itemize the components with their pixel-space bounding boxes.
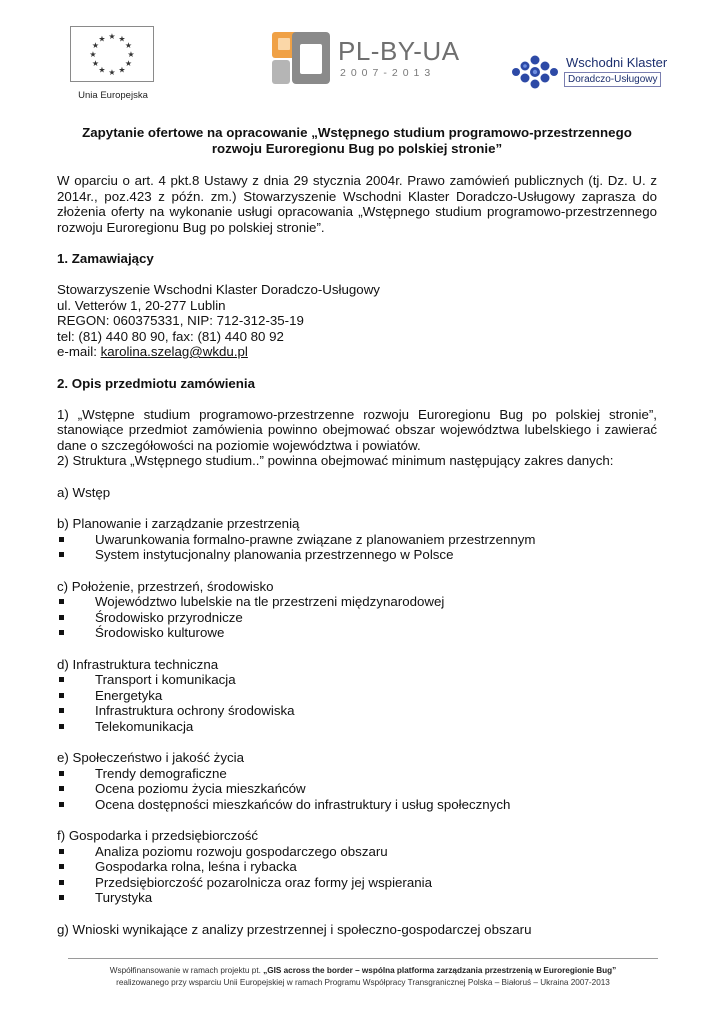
- scope-list-item: Ocena poziomu życia mieszkańców: [57, 781, 657, 797]
- scope-list-item: Telekomunikacja: [57, 719, 657, 735]
- program-logo: [270, 30, 470, 86]
- description-point-1: 1) „Wstępne studium programowo-przestrzenne rozwoju Euroregionu Bug po polskiej stronie”, stanowiące przedmiot zamówienia powinno obejmować obszar województwa lubelskiego i zawierać dane o szczegółowości na poziomie województwa i powiatów.: [57, 406, 657, 453]
- svg-text:★: ★: [118, 34, 126, 44]
- program-logo-title: PL-BY-UA: [338, 36, 460, 66]
- scope-list-item: Województwo lubelskie na tle przestrzeni międzynarodowej: [57, 594, 657, 610]
- footer-divider: [68, 958, 658, 959]
- footer-line2: realizowanego przy wsparciu Unii Europejskiej w ramach Programu Współpracy Transgranicznej Polska – Białoruś – Ukraina 2007-2013: [116, 978, 610, 987]
- org-phone: tel: (81) 440 80 90, fax: (81) 440 80 92: [57, 328, 284, 344]
- org-email-row: [57, 344, 657, 360]
- footer-prefix: Współfinansowanie w ramach projektu pt.: [109, 966, 264, 975]
- scope-group-title: f) Gospodarka i przedsiębiorczość: [57, 828, 259, 843]
- scope-group-title: b) Planowanie i zarządzanie przestrzenią: [57, 516, 300, 531]
- footer-line1: [60, 965, 666, 977]
- svg-text:★: ★: [98, 65, 106, 75]
- org-email-label: e-mail:: [57, 344, 101, 359]
- orderer-address-block: [57, 282, 657, 360]
- svg-text:★: ★: [124, 41, 133, 50]
- org-name: Stowarzyszenie Wschodni Klaster Doradczo-Usługowy: [57, 282, 380, 297]
- scope-group: [57, 579, 657, 641]
- svg-text:★: ★: [118, 65, 126, 75]
- scope-group: [57, 922, 657, 938]
- program-logo-icon: [270, 30, 332, 86]
- scope-item-list: [57, 672, 657, 734]
- document-title: [57, 125, 657, 157]
- scope-list-item: Infrastruktura ochrony środowiska: [57, 703, 657, 719]
- document-body: [57, 125, 657, 953]
- eu-caption: Unia Europejska: [78, 90, 148, 101]
- scope-group: [57, 828, 657, 906]
- eu-flag-icon: [70, 26, 154, 82]
- svg-text:★: ★: [91, 59, 100, 68]
- scope-groups: [57, 485, 657, 938]
- scope-list-item: Środowisko przyrodnicze: [57, 610, 657, 626]
- scope-list-item: Gospodarka rolna, leśna i rybacka: [57, 859, 657, 875]
- scope-list-item: Energetyka: [57, 688, 657, 704]
- scope-list-item: Transport i komunikacja: [57, 672, 657, 688]
- document-title-line2: rozwoju Euroregionu Bug po polskiej stronie”: [211, 141, 503, 156]
- footer-project-name: „GIS across the border – wspólna platforma zarządzania przestrzenią w Euroregionie Bug”: [263, 966, 617, 975]
- scope-group-title: e) Społeczeństwo i jakość życia: [57, 750, 244, 765]
- cluster-logo: [508, 50, 668, 94]
- scope-list-item: Przedsiębiorczość pozarolnicza oraz formy jej wspierania: [57, 875, 657, 891]
- svg-text:★: ★: [91, 41, 100, 50]
- svg-text:★: ★: [124, 59, 133, 68]
- svg-text:★: ★: [108, 32, 116, 41]
- scope-group: [57, 485, 657, 501]
- scope-item-list: [57, 594, 657, 641]
- program-logo-years: 2007-2013: [340, 67, 436, 79]
- description-point-2: 2) Struktura „Wstępnego studium..” powinna obejmować minimum następujący zakres danych:: [57, 453, 614, 468]
- scope-group-title: c) Położenie, przestrzeń, środowisko: [57, 578, 274, 594]
- section-title-orderer: 1. Zamawiający: [57, 251, 154, 266]
- scope-list-item: Ocena dostępności mieszkańców do infrastruktury i usług społecznych: [57, 797, 657, 813]
- cluster-logo-title: Wschodni Klaster: [566, 55, 668, 70]
- svg-text:★: ★: [127, 50, 135, 59]
- svg-text:★: ★: [89, 50, 97, 59]
- description-block: [57, 407, 657, 469]
- scope-group-title: g) Wnioski wynikające z analizy przestrzennej i społeczno-gospodarczej obszaru: [57, 921, 532, 937]
- scope-group: [57, 657, 657, 735]
- scope-list-item: Turystyka: [57, 890, 657, 906]
- scope-group-title: a) Wstęp: [57, 484, 111, 500]
- svg-text:★: ★: [108, 68, 116, 77]
- scope-item-list: [57, 766, 657, 813]
- cluster-logo-icon: [508, 52, 564, 94]
- svg-text:★: ★: [98, 34, 106, 44]
- scope-group: [57, 750, 657, 812]
- section-title-description: 2. Opis przedmiotu zamówienia: [57, 375, 256, 391]
- scope-item-list: [57, 844, 657, 906]
- scope-item-list: [57, 532, 657, 563]
- scope-list-item: Uwarunkowania formalno-prawne związane z planowaniem przestrzennym: [57, 532, 657, 548]
- cluster-logo-subtitle: Doradczo-Usługowy: [564, 72, 661, 87]
- org-email-link[interactable]: karolina.szelag@wkdu.pl: [100, 344, 248, 359]
- intro-paragraph: W oparciu o art. 4 pkt.8 Ustawy z dnia 29 stycznia 2004r. Prawo zamówień publicznych (tj. Dz. U. z 2014r., poz.423 z późn. zm.) Stowarzyszenie Wschodni Klaster Doradczo-Usługowy zaprasza do złożenia oferty na wykonanie usługi opracowania „Wstępnego studium programowo-przestrzennego rozwoju Euroregionu Bug po polskiej stronie”.: [57, 173, 657, 235]
- scope-list-item: System instytucjonalny planowania przestrzennego w Polsce: [57, 547, 657, 563]
- org-ids: REGON: 060375331, NIP: 712-312-35-19: [57, 313, 304, 328]
- scope-group-title: d) Infrastruktura techniczna: [57, 656, 219, 672]
- scope-list-item: Analiza poziomu rozwoju gospodarczego obszaru: [57, 844, 657, 860]
- document-title-line1: Zapytanie ofertowe na opracowanie „Wstępnego studium programowo-przestrzennego: [82, 125, 632, 140]
- footer: [60, 965, 666, 989]
- org-address: ul. Vetterów 1, 20-277 Lublin: [57, 297, 226, 313]
- scope-group: [57, 516, 657, 563]
- scope-list-item: Trendy demograficzne: [57, 766, 657, 782]
- scope-list-item: Środowisko kulturowe: [57, 625, 657, 641]
- eu-logo: [70, 26, 156, 101]
